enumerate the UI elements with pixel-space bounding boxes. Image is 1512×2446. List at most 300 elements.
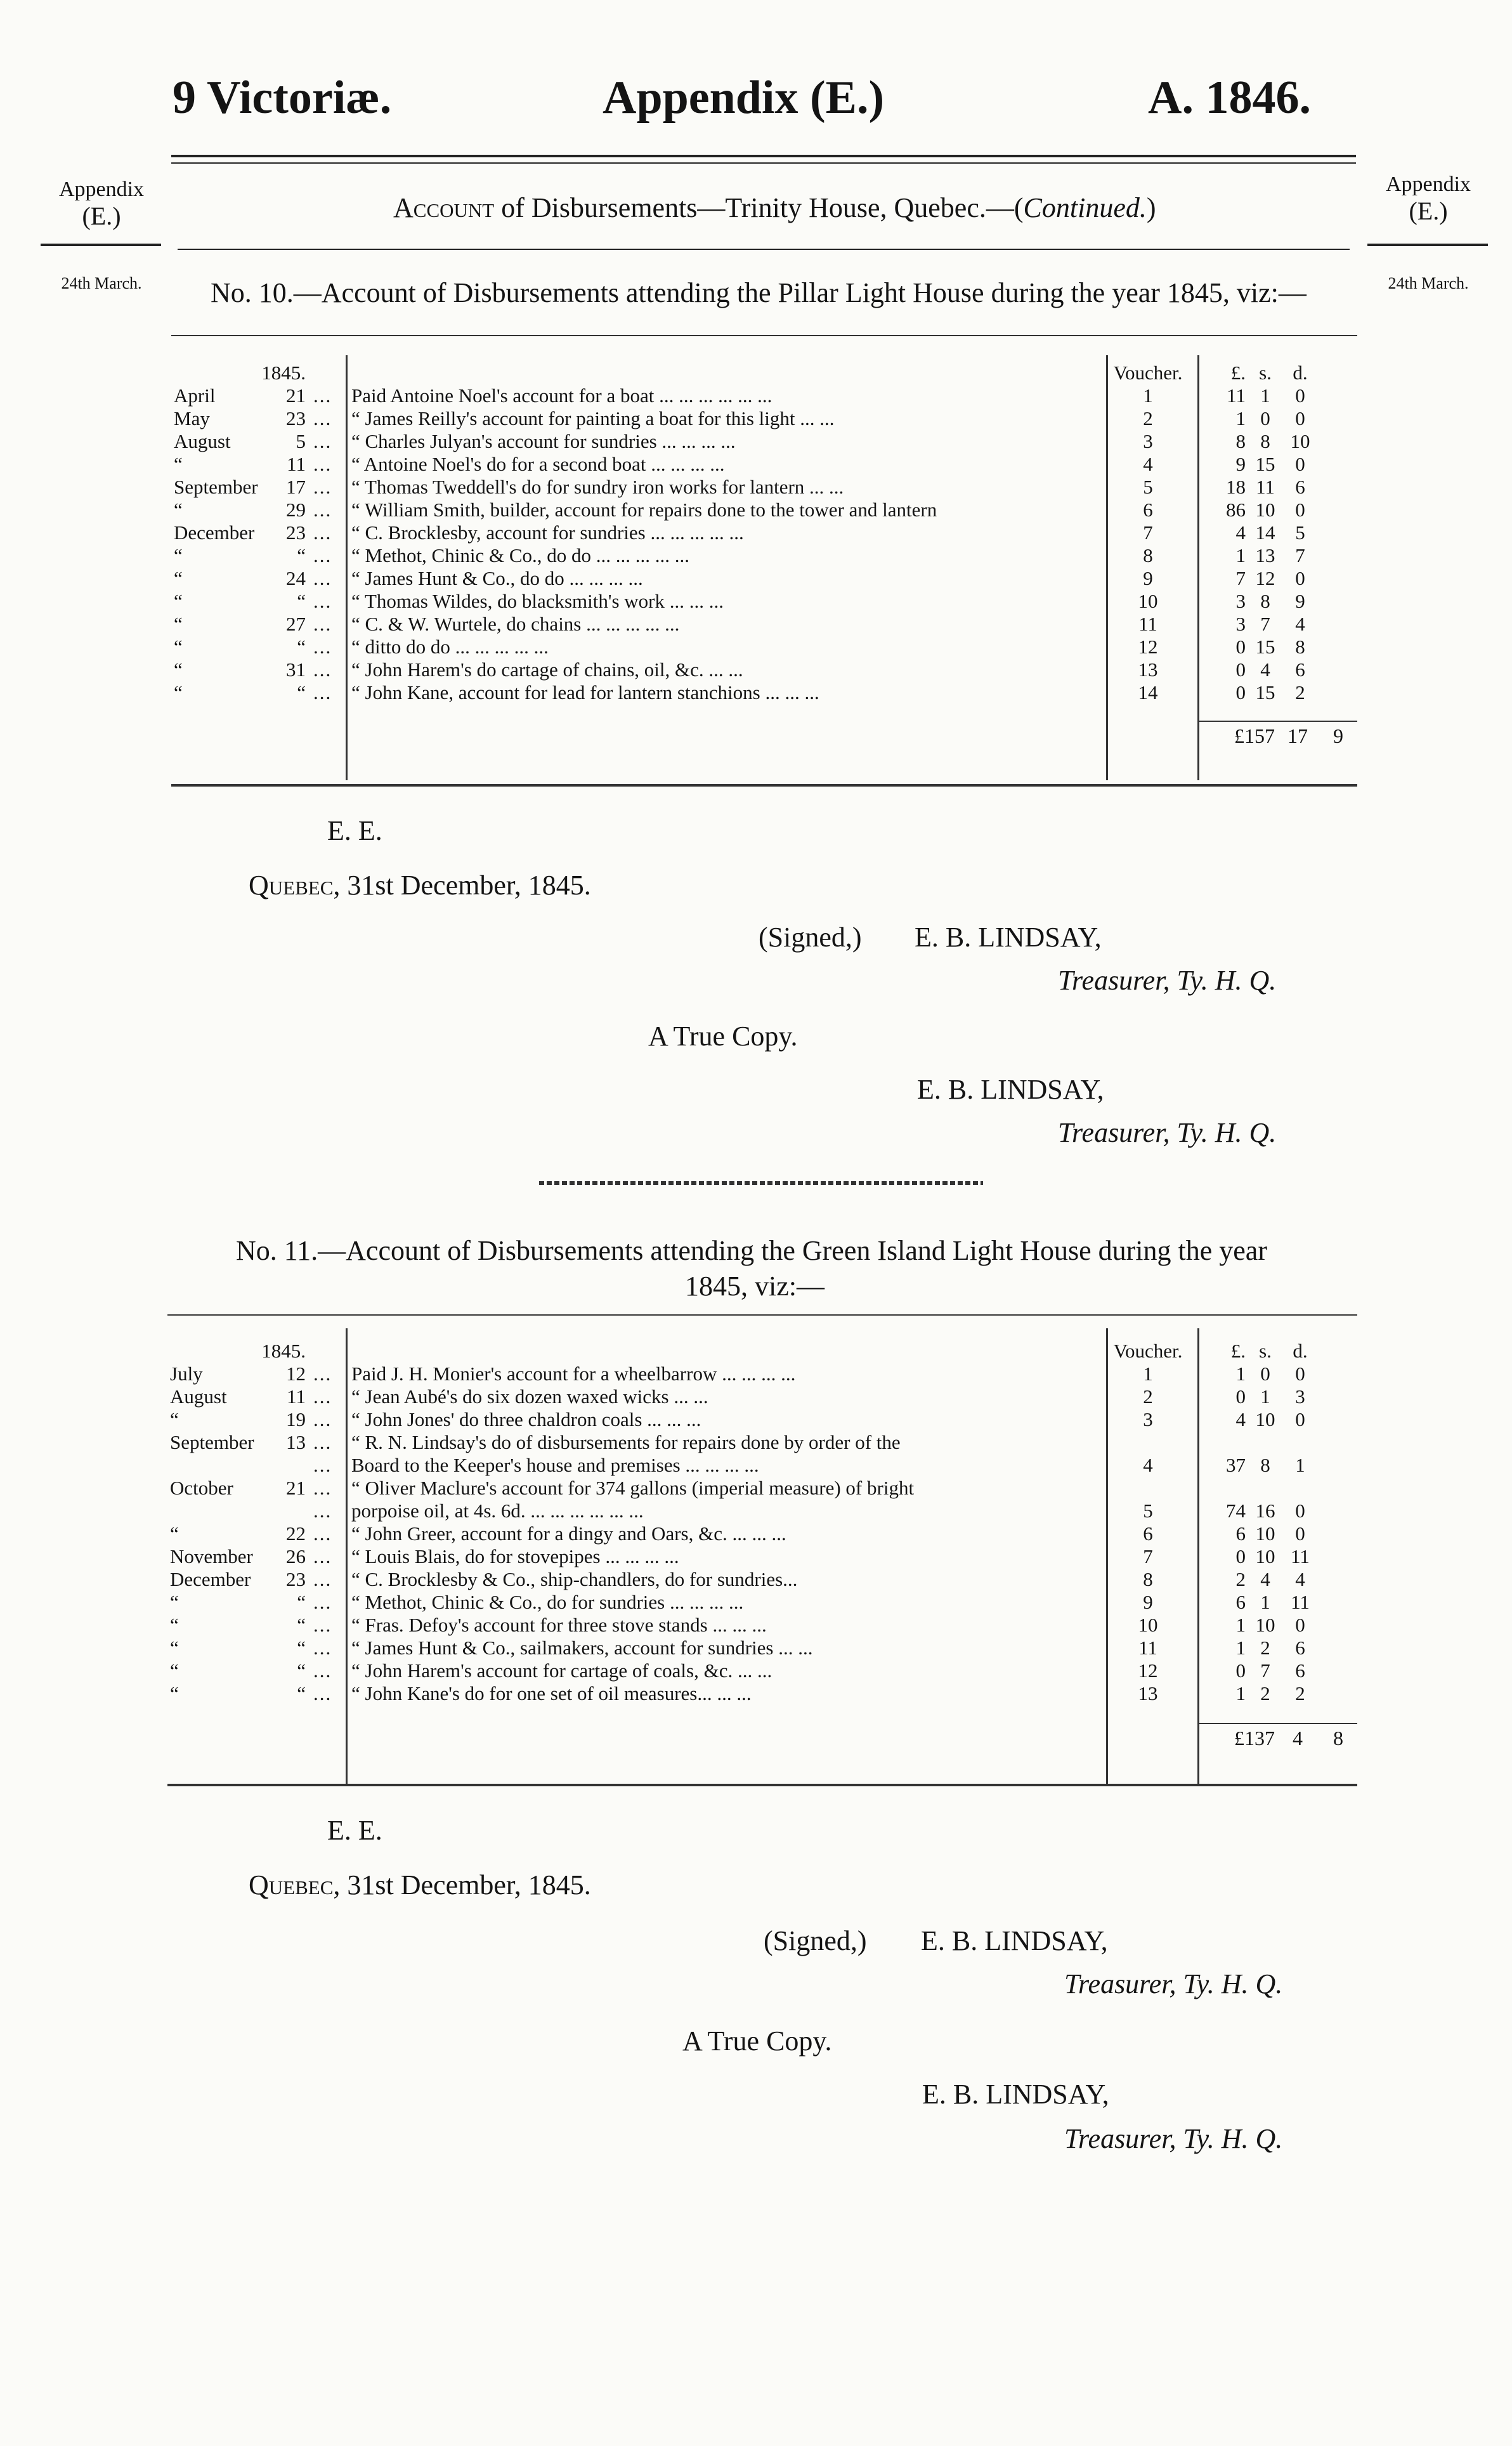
margin-appendix-label: Appendix (1385, 173, 1471, 196)
entry-description: “ Charles Julyan's account for sundries ... ... ... ... (351, 430, 736, 452)
closing11-place: Quebec, (249, 1869, 341, 1900)
entry-shillings: 15 (1255, 636, 1275, 658)
entry-voucher: 1 (1143, 384, 1153, 407)
entry-shillings: 2 (1260, 1637, 1270, 1659)
entry-month: “ (174, 544, 183, 566)
entry-pence: 0 (1295, 567, 1305, 589)
entry-pence: 0 (1295, 453, 1305, 475)
entry-shillings: 10 (1255, 1545, 1275, 1567)
entry-month (166, 1454, 278, 1477)
account10-total-pounds: £157 (1234, 724, 1275, 747)
entry-pounds: 1 (1235, 1363, 1246, 1385)
table-row (170, 658, 1319, 681)
entry-month: “ (170, 1614, 179, 1636)
entry-dots: ... (313, 681, 332, 703)
margin-brace-left (41, 244, 161, 263)
entry-pounds: 74 (1226, 1500, 1246, 1522)
table-row (166, 1591, 1319, 1614)
entry-shillings: 7 (1260, 613, 1270, 635)
closing11-title2: Treasurer, Ty. H. Q. (1064, 2123, 1283, 2154)
entry-shillings: 0 (1260, 1363, 1270, 1385)
table-row (166, 1477, 1319, 1500)
entry-day: 5 (296, 430, 306, 452)
entry-shillings: 10 (1255, 1614, 1275, 1636)
header-appendix: Appendix (E.) (603, 72, 885, 124)
entry-pounds: 0 (1235, 1385, 1246, 1408)
entry-voucher: 9 (1143, 1591, 1153, 1613)
entry-shillings: 13 (1255, 544, 1275, 566)
entry-day: “ (297, 1637, 306, 1659)
entry-voucher: 13 (1138, 1682, 1158, 1704)
account11-bottom-rule (167, 1784, 1357, 1786)
entry-pence: 11 (1291, 1545, 1310, 1567)
entry-pence: 0 (1295, 1522, 1305, 1545)
entry-dots: ... (313, 1363, 332, 1385)
entry-day: “ (297, 681, 306, 703)
entry-description: “ C. & W. Wurtele, do chains ... ... ... ... ... (351, 613, 680, 635)
account11-header-row (166, 1340, 1319, 1363)
entry-shillings: 12 (1255, 567, 1275, 589)
account11-year: 1845. (261, 1340, 306, 1362)
entry-description: “ William Smith, builder, account for repairs done to the tower and lantern (351, 499, 937, 521)
entry-day: 27 (286, 613, 306, 635)
entry-pence: 6 (1295, 1637, 1305, 1659)
entry-shillings: 15 (1255, 681, 1275, 703)
entry-pence: 0 (1295, 499, 1305, 521)
entry-pence: 6 (1295, 476, 1305, 498)
entry-voucher: 7 (1143, 1545, 1153, 1567)
account11-total-pence: 8 (1333, 1727, 1343, 1749)
margin-date-text: 24th March. (1388, 274, 1469, 292)
entry-day: “ (297, 590, 306, 612)
entry-shillings (1249, 1431, 1281, 1454)
entry-dots: ... (313, 613, 332, 635)
table-row (166, 1545, 1319, 1568)
entry-day: “ (297, 1682, 306, 1704)
entry-pence (1281, 1431, 1319, 1454)
table-row (166, 1431, 1319, 1454)
entry-month: “ (174, 681, 183, 703)
entry-voucher: 10 (1138, 590, 1158, 612)
table-row (166, 1614, 1319, 1637)
entry-description: “ John Jones' do three chaldron coals ... ... ... (351, 1408, 701, 1430)
shillings-header: s. (1259, 1340, 1272, 1362)
entry-dots: ... (313, 590, 332, 612)
entry-shillings: 1 (1260, 384, 1270, 407)
entry-pounds: 1 (1235, 1637, 1246, 1659)
entry-voucher: 6 (1143, 499, 1153, 521)
entry-dots: ... (313, 521, 332, 544)
margin-date-text: 24th March. (61, 274, 142, 292)
running-title-continued: Continued. (1023, 192, 1147, 223)
closing10-place: Quebec, (249, 870, 341, 901)
entry-dots: ... (313, 1682, 332, 1704)
entry-dots: ... (313, 658, 332, 681)
account10-bottom-rule (171, 784, 1357, 787)
entry-day: 24 (286, 567, 306, 589)
table-row (170, 521, 1319, 544)
entry-description: “ Jean Aubé's do six dozen waxed wicks ... ... (351, 1385, 708, 1408)
closing10-name2: E. B. LINDSAY, (917, 1074, 1104, 1105)
pounds-header: £. (1230, 362, 1246, 384)
entry-month: “ (174, 613, 183, 635)
account10-total-shillings: 17 (1287, 724, 1308, 747)
table-row (166, 1522, 1319, 1545)
entry-voucher: 3 (1143, 1408, 1153, 1430)
entry-shillings (1249, 1477, 1281, 1500)
entry-shillings: 8 (1260, 1454, 1270, 1476)
entry-description: “ James Reilly's account for painting a boat for this light ... ... (351, 407, 835, 429)
entry-month: May (174, 407, 210, 429)
account10-year: 1845. (261, 362, 306, 384)
entry-day: “ (297, 1614, 306, 1636)
entry-description: “ James Hunt & Co., sailmakers, account for sundries ... ... (351, 1637, 813, 1659)
entry-pounds: 1 (1235, 544, 1246, 566)
entry-voucher (1102, 1477, 1194, 1500)
entry-pounds (1194, 1431, 1249, 1454)
account10-top-rule (171, 335, 1357, 336)
entry-day: 21 (286, 1477, 306, 1499)
table-row (170, 476, 1319, 499)
table-row (170, 636, 1319, 658)
entry-pence: 10 (1290, 430, 1310, 452)
entry-voucher: 12 (1138, 1659, 1158, 1682)
closing11-true-copy: A True Copy. (682, 2025, 832, 2057)
table-row (166, 1385, 1319, 1408)
margin-date-right (1352, 269, 1504, 297)
closing10-name: E. B. LINDSAY, (915, 922, 1102, 953)
table-row (170, 590, 1319, 613)
table-row (166, 1568, 1319, 1591)
table-row (170, 567, 1319, 590)
entry-pounds: 37 (1226, 1454, 1246, 1476)
entry-month: “ (174, 590, 183, 612)
entry-shillings: 4 (1260, 1568, 1270, 1590)
entry-description: “ ditto do do ... ... ... ... ... (351, 636, 549, 658)
entry-pounds: 18 (1226, 476, 1246, 498)
entry-description: “ John Kane, account for lead for lantern stanchions ... ... ... (351, 681, 819, 703)
pence-header: d. (1293, 362, 1308, 384)
entry-description: Paid J. H. Monier's account for a wheelbarrow ... ... ... ... (351, 1363, 796, 1385)
account10-total-rule (1197, 721, 1357, 722)
entry-day: “ (297, 636, 306, 658)
entry-voucher: 8 (1143, 544, 1153, 566)
entry-dots: ... (313, 430, 332, 452)
entry-month: October (170, 1477, 233, 1499)
entry-pence: 8 (1295, 636, 1305, 658)
entry-month: “ (170, 1637, 179, 1659)
entry-pounds: 11 (1227, 384, 1246, 407)
entry-dots: ... (313, 1545, 332, 1567)
entry-pence: 0 (1295, 1500, 1305, 1522)
account11-table (166, 1340, 1319, 1705)
entry-shillings: 16 (1255, 1500, 1275, 1522)
entry-shillings: 15 (1255, 453, 1275, 475)
entry-dots: ... (313, 453, 332, 475)
table-row (166, 1500, 1319, 1522)
table-row (170, 613, 1319, 636)
entry-pence: 0 (1295, 1363, 1305, 1385)
closing11-place-date (249, 1869, 591, 1901)
closing11-name: E. B. LINDSAY, (921, 1925, 1108, 1956)
entry-dots: ... (313, 384, 332, 407)
entry-pence: 5 (1295, 521, 1305, 544)
entry-voucher: 14 (1138, 681, 1158, 703)
account10-header-row (170, 362, 1319, 384)
account11-total-shillings: 4 (1293, 1727, 1303, 1749)
margin-appendix-letter: (E.) (1409, 197, 1448, 225)
entry-day (278, 1500, 310, 1522)
entry-pounds: 3 (1235, 590, 1246, 612)
entry-description: Paid Antoine Noel's account for a boat ... ... ... ... ... ... (351, 384, 772, 407)
table-row (166, 1408, 1319, 1431)
entry-voucher: 7 (1143, 521, 1153, 544)
entry-pence: 0 (1295, 384, 1305, 407)
entry-day: 12 (286, 1363, 306, 1385)
entry-voucher: 2 (1143, 1385, 1153, 1408)
entry-month: December (174, 521, 255, 544)
entry-dots: ... (313, 499, 332, 521)
entry-day: 29 (286, 499, 306, 521)
entry-pounds: 6 (1235, 1522, 1246, 1545)
entry-dots: ... (313, 1659, 332, 1682)
closing11-name2: E. B. LINDSAY, (922, 2079, 1109, 2110)
entry-pence: 4 (1295, 613, 1305, 635)
entry-pounds: 0 (1235, 681, 1246, 703)
entry-description: “ John Harem's do cartage of chains, oil, &c. ... ... (351, 658, 743, 681)
closing10-place-date (249, 869, 591, 901)
entry-voucher: 4 (1143, 1454, 1153, 1476)
entry-pounds: 0 (1235, 1545, 1246, 1567)
entry-description: “ Fras. Defoy's account for three stove stands ... ... ... (351, 1614, 767, 1636)
closing11-title: Treasurer, Ty. H. Q. (1064, 1968, 1283, 1999)
margin-brace-right (1367, 244, 1488, 263)
entry-pence: 0 (1295, 407, 1305, 429)
entry-shillings: 0 (1260, 407, 1270, 429)
pounds-header: £. (1230, 1340, 1246, 1362)
closing10-title2: Treasurer, Ty. H. Q. (1058, 1117, 1277, 1148)
entry-dots: ... (313, 1385, 332, 1408)
entry-description: “ C. Brocklesby, account for sundries ... ... ... ... ... (351, 521, 744, 544)
entry-description: “ Methot, Chinic & Co., do do ... ... ... ... ... (351, 544, 690, 566)
table-row (166, 1659, 1319, 1682)
account11-total-rule (1197, 1723, 1357, 1724)
table-row (166, 1682, 1319, 1705)
entry-description: “ Oliver Maclure's account for 374 gallons (imperial measure) of bright (351, 1477, 915, 1499)
header-volume: 9 Victoriæ. (173, 72, 392, 124)
table-row (170, 681, 1319, 704)
entry-pounds: 3 (1235, 613, 1246, 635)
running-title-close: ) (1146, 192, 1156, 223)
entry-shillings: 1 (1260, 1591, 1270, 1613)
entry-dots: ... (313, 476, 332, 498)
entry-day: 23 (286, 521, 306, 544)
account11-title-line1: No. 11.—Account of Disbursements attending the Green Island Light House during the year (236, 1235, 1267, 1266)
entry-description: “ Methot, Chinic & Co., do for sundries ... ... ... ... (351, 1591, 744, 1613)
account11-top-rule (167, 1314, 1357, 1316)
entry-dots: ... (313, 567, 332, 589)
table-row (166, 1454, 1319, 1477)
entry-pence: 2 (1295, 681, 1305, 703)
entry-day: 23 (286, 1568, 306, 1590)
entry-month: September (174, 476, 258, 498)
closing10-signed: (Signed,) (759, 922, 862, 953)
entry-dots: ... (313, 1591, 332, 1613)
entry-description: “ Antoine Noel's do for a second boat ... ... ... ... (351, 453, 725, 475)
entry-pounds: 86 (1226, 499, 1246, 521)
closing10-ee: E. E. (327, 815, 382, 846)
margin-appendix-label: Appendix (58, 178, 145, 201)
entry-description: “ C. Brocklesby & Co., ship-chandlers, do for sundries... (351, 1568, 798, 1590)
entry-pence: 0 (1295, 1614, 1305, 1636)
entry-pence: 4 (1295, 1568, 1305, 1590)
entry-pence: 3 (1295, 1385, 1305, 1408)
entry-dots: ... (313, 1614, 332, 1636)
entry-day: 26 (286, 1545, 306, 1567)
entry-voucher: 5 (1143, 476, 1153, 498)
account11-total (1205, 1727, 1357, 1750)
entry-pounds: 7 (1235, 567, 1246, 589)
entry-day: 17 (286, 476, 306, 498)
closing10-title: Treasurer, Ty. H. Q. (1058, 965, 1277, 996)
entry-day: 19 (286, 1408, 306, 1430)
running-title-prefix: Account (393, 192, 495, 223)
entry-pounds: 8 (1235, 430, 1246, 452)
table-row (170, 384, 1319, 407)
margin-note-right (1352, 171, 1504, 225)
table-row (166, 1363, 1319, 1385)
entry-pence: 0 (1295, 1408, 1305, 1430)
entry-day: 22 (286, 1522, 306, 1545)
entry-day: “ (297, 1659, 306, 1682)
entry-description: “ John Kane's do for one set of oil measures... ... ... (351, 1682, 752, 1704)
entry-voucher: 4 (1143, 453, 1153, 475)
entry-voucher: 12 (1138, 636, 1158, 658)
entry-dots: ... (313, 1408, 332, 1430)
section-divider (539, 1181, 983, 1185)
entry-dots: ... (313, 636, 332, 658)
entry-pounds: 1 (1235, 407, 1246, 429)
entry-shillings: 8 (1260, 590, 1270, 612)
entry-month: “ (170, 1522, 179, 1545)
entry-pence: 6 (1295, 1659, 1305, 1682)
entry-shillings: 10 (1255, 499, 1275, 521)
entry-day: 11 (287, 453, 306, 475)
entry-pounds: 9 (1235, 453, 1246, 475)
entry-dots: ... (313, 1431, 332, 1453)
entry-pence: 6 (1295, 658, 1305, 681)
entry-dots: ... (313, 1522, 332, 1545)
entry-description: “ James Hunt & Co., do do ... ... ... ... (351, 567, 643, 589)
entry-pounds: 1 (1235, 1682, 1246, 1704)
shillings-header: s. (1259, 362, 1272, 384)
entry-pence: 11 (1291, 1591, 1310, 1613)
entry-month: December (170, 1568, 251, 1590)
entry-voucher: 2 (1143, 407, 1153, 429)
account10-total (1205, 724, 1357, 748)
entry-day: 31 (286, 658, 306, 681)
voucher-header: Voucher. (1113, 362, 1183, 384)
entry-day: “ (297, 1591, 306, 1613)
running-title-text: of Disbursements—Trinity House, Quebec.—( (494, 192, 1024, 223)
entry-month: “ (174, 567, 183, 589)
entry-description: Board to the Keeper's house and premises ... ... ... ... (351, 1454, 759, 1476)
entry-month: “ (174, 658, 183, 681)
entry-description: “ John Greer, account for a dingy and Oars, &c. ... ... ... (351, 1522, 786, 1545)
entry-dots: ... (313, 407, 332, 429)
entry-description: “ Louis Blais, do for stovepipes ... ... ... ... (351, 1545, 679, 1567)
entry-dots: ... (313, 1454, 332, 1476)
entry-shillings: 2 (1260, 1682, 1270, 1704)
entry-day: 13 (286, 1431, 306, 1453)
table-row (170, 407, 1319, 430)
header-rule-bottom (171, 162, 1356, 164)
account10-total-pence: 9 (1333, 724, 1343, 747)
entry-shillings: 7 (1260, 1659, 1270, 1682)
entry-dots: ... (313, 1568, 332, 1590)
header-rule-top (171, 155, 1356, 157)
entry-month: November (170, 1545, 253, 1567)
entry-shillings: 10 (1255, 1522, 1275, 1545)
entry-voucher: 11 (1138, 1637, 1157, 1659)
entry-voucher: 9 (1143, 567, 1153, 589)
closing10-date: 31st December, 1845. (340, 870, 591, 901)
entry-voucher: 11 (1138, 613, 1157, 635)
entry-pence: 1 (1295, 1454, 1305, 1476)
entry-dots: ... (313, 544, 332, 566)
pence-header: d. (1293, 1340, 1308, 1362)
closing10-true-copy: A True Copy. (648, 1021, 798, 1052)
entry-description: “ Thomas Wildes, do blacksmith's work ... ... ... (351, 590, 724, 612)
margin-appendix-letter: (E.) (82, 202, 121, 230)
entry-description: “ Thomas Tweddell's do for sundry iron works for lantern ... ... (351, 476, 844, 498)
account10-table (170, 362, 1319, 704)
table-row (170, 544, 1319, 567)
entry-day (278, 1454, 310, 1477)
entry-voucher: 3 (1143, 430, 1153, 452)
account11-title-line2: 1845, viz:— (685, 1271, 824, 1302)
entry-shillings: 4 (1260, 658, 1270, 681)
entry-voucher (1102, 1431, 1194, 1454)
entry-month: “ (174, 453, 183, 475)
entry-month: “ (170, 1682, 179, 1704)
entry-dots: ... (313, 1500, 332, 1522)
entry-description: “ R. N. Lindsay's do of disbursements for repairs done by order of the (351, 1431, 901, 1453)
account11-total-pounds: £137 (1234, 1727, 1275, 1749)
header-year: A. 1846. (1148, 72, 1311, 124)
running-title-rule (178, 249, 1350, 250)
closing11-ee: E. E. (327, 1815, 382, 1846)
entry-shillings: 10 (1255, 1408, 1275, 1430)
entry-voucher: 13 (1138, 658, 1158, 681)
entry-day: “ (297, 544, 306, 566)
closing11-date: 31st December, 1845. (340, 1869, 591, 1900)
entry-shillings: 8 (1260, 430, 1270, 452)
entry-pence: 2 (1295, 1682, 1305, 1704)
entry-shillings: 1 (1260, 1385, 1270, 1408)
entry-pounds: 2 (1235, 1568, 1246, 1590)
entry-month (166, 1500, 278, 1522)
table-row (170, 453, 1319, 476)
entry-dots: ... (313, 1477, 332, 1499)
running-title (393, 192, 1156, 224)
entry-voucher: 1 (1143, 1363, 1153, 1385)
entry-pence (1281, 1477, 1319, 1500)
entry-pounds: 0 (1235, 1659, 1246, 1682)
entry-pounds: 0 (1235, 658, 1246, 681)
entry-dots: ... (313, 1637, 332, 1659)
entry-month: “ (170, 1408, 179, 1430)
